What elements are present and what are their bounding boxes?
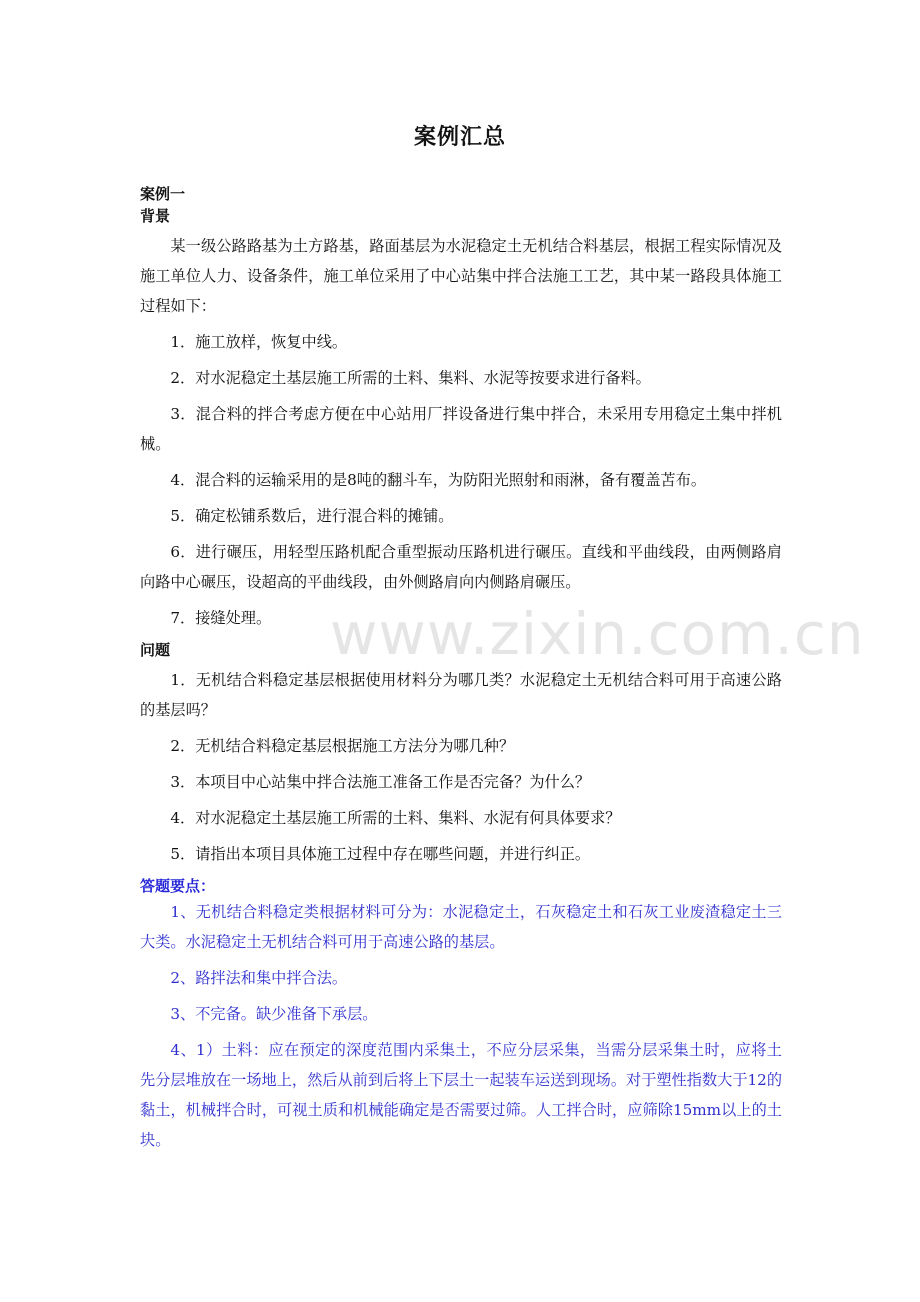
background-step: 5．确定松铺系数后，进行混合料的摊铺。 (170, 507, 454, 525)
case-label: 案例一 (140, 185, 186, 203)
question-item: 3．本项目中心站集中拌合法施工准备工作是否完备？为什么？ (170, 773, 591, 791)
background-step: 6．进行碾压，用轻型压路机配合重型振动压路机进行碾压。直线和平曲线段，由两侧路肩向路中心碾压，设超高的平曲线段，由外侧路肩向内侧路肩碾压。 (140, 543, 782, 591)
background-section (140, 231, 782, 633)
answer-item: 1、无机结合料稳定类根据材料可分为：水泥稳定土，石灰稳定土和石灰工业废渣稳定土三大类。水泥稳定土无机结合料可用于高速公路的基层。 (140, 903, 782, 951)
question-item: 4．对水泥稳定土基层施工所需的土料、集料、水泥有何具体要求？ (170, 809, 621, 827)
answer-item: 3、不完备。缺少准备下承层。 (170, 1005, 378, 1023)
questions-section (140, 665, 782, 869)
background-step: 7．接缝处理。 (170, 609, 272, 627)
question-item: 1．无机结合料稳定基层根据使用材料分为哪几类？水泥稳定土无机结合料可用于高速公路的基层吗？ (140, 671, 782, 719)
answer-item: 2、路拌法和集中拌合法。 (170, 969, 348, 987)
background-step: 4．混合料的运输采用的是8吨的翻斗车，为防阳光照射和雨淋，备有覆盖苫布。 (170, 471, 707, 489)
background-label: 背景 (140, 207, 171, 225)
page-title: 案例汇总 (413, 125, 506, 150)
answers-section (140, 897, 782, 1155)
answer-item: 4、1）土料：应在预定的深度范围内采集土，不应分层采集，当需分层采集土时，应将土先分层堆放在一场地上，然后从前到后将上下层土一起装车运送到现场。对于塑性指数大于12的黏土，机械拌合时，可视土质和机械能确定是否需要过筛。人工拌合时，应筛除15mm以上的土块。 (140, 1041, 783, 1149)
background-step: 2．对水泥稳定土基层施工所需的土料、集料、水泥等按要求进行备料。 (170, 369, 651, 387)
background-step: 1．施工放样，恢复中线。 (170, 333, 348, 351)
background-paragraph: 某一级公路路基为土方路基，路面基层为水泥稳定土无机结合料基层，根据工程实际情况及施工单位人力、设备条件，施工单位采用了中心站集中拌合法施工工艺，其中某一路段具体施工过程如下： (140, 237, 782, 315)
question-label: 问题 (140, 641, 171, 659)
question-item: 5．请指出本项目具体施工过程中存在哪些问题，并进行纠正。 (170, 845, 591, 863)
background-step: 3．混合料的拌合考虑方便在中心站用厂拌设备进行集中拌合，未采用专用稳定土集中拌机械。 (140, 405, 782, 453)
answer-label: 答题要点： (140, 877, 216, 895)
document-body (140, 183, 782, 1161)
question-item: 2．无机结合料稳定基层根据施工方法分为哪几种？ (170, 737, 515, 755)
watermark: www.zixin.com.cn (330, 600, 865, 668)
